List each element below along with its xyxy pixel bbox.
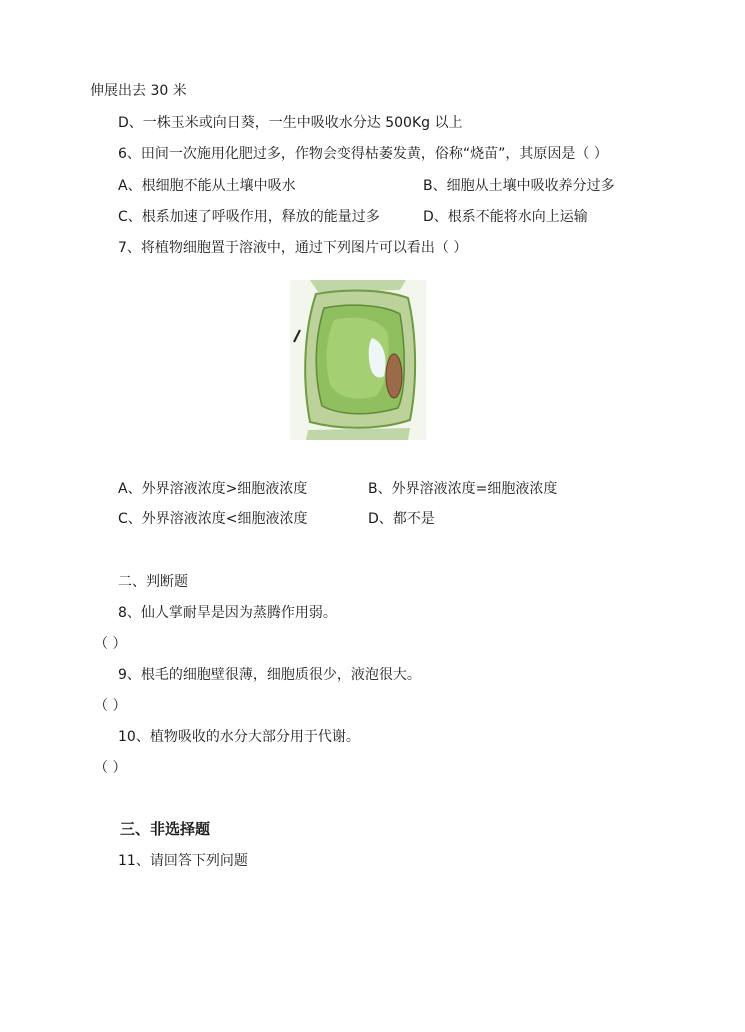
question-7-option-c: C、外界溶液浓度<细胞液浓度 [118, 511, 308, 527]
question-11-stem: 11、请回答下列问题 [118, 853, 248, 869]
question-7-stem: 7、将植物细胞置于溶液中，通过下列图片可以看出（ ） [118, 240, 468, 256]
question-7-option-b: B、外界溶液浓度=细胞液浓度 [368, 481, 558, 497]
question-7-option-d: D、都不是 [368, 511, 435, 527]
question-8-stem: 8、仙人掌耐旱是因为蒸腾作用弱。 [118, 605, 337, 621]
question-9-answer-blank[interactable]: （ ） [94, 698, 127, 714]
question-6-stem: 6、田间一次施用化肥过多，作物会变得枯萎发黄，俗称“烧苗”，其原因是（ ） [118, 146, 608, 162]
question-6-option-b: B、细胞从土壤中吸收养分过多 [423, 178, 615, 194]
plant-cell-figure [290, 280, 426, 440]
question-9-stem: 9、根毛的细胞壁很薄，细胞质很少，液泡很大。 [118, 667, 421, 683]
question-8-answer-blank[interactable]: （ ） [94, 636, 127, 652]
plant-cell-illustration [290, 280, 426, 440]
question-6-option-c: C、根系加速了呼吸作用，释放的能量过多 [118, 209, 380, 225]
section-3-title: 三、非选择题 [120, 820, 211, 838]
continuation-line: 伸展出去 30 米 [90, 83, 187, 99]
question-7-option-a: A、外界溶液浓度>细胞液浓度 [118, 481, 308, 497]
question-6-option-d: D、根系不能将水向上运输 [423, 209, 588, 225]
question-10-stem: 10、植物吸收的水分大部分用于代谢。 [118, 729, 360, 745]
previous-option-d: D、一株玉米或向日葵，一生中吸收水分达 500Kg 以上 [118, 115, 463, 131]
question-6-option-a: A、根细胞不能从土壤中吸水 [118, 178, 296, 194]
section-2-title: 二、判断题 [118, 574, 188, 590]
question-10-answer-blank[interactable]: （ ） [94, 760, 127, 776]
